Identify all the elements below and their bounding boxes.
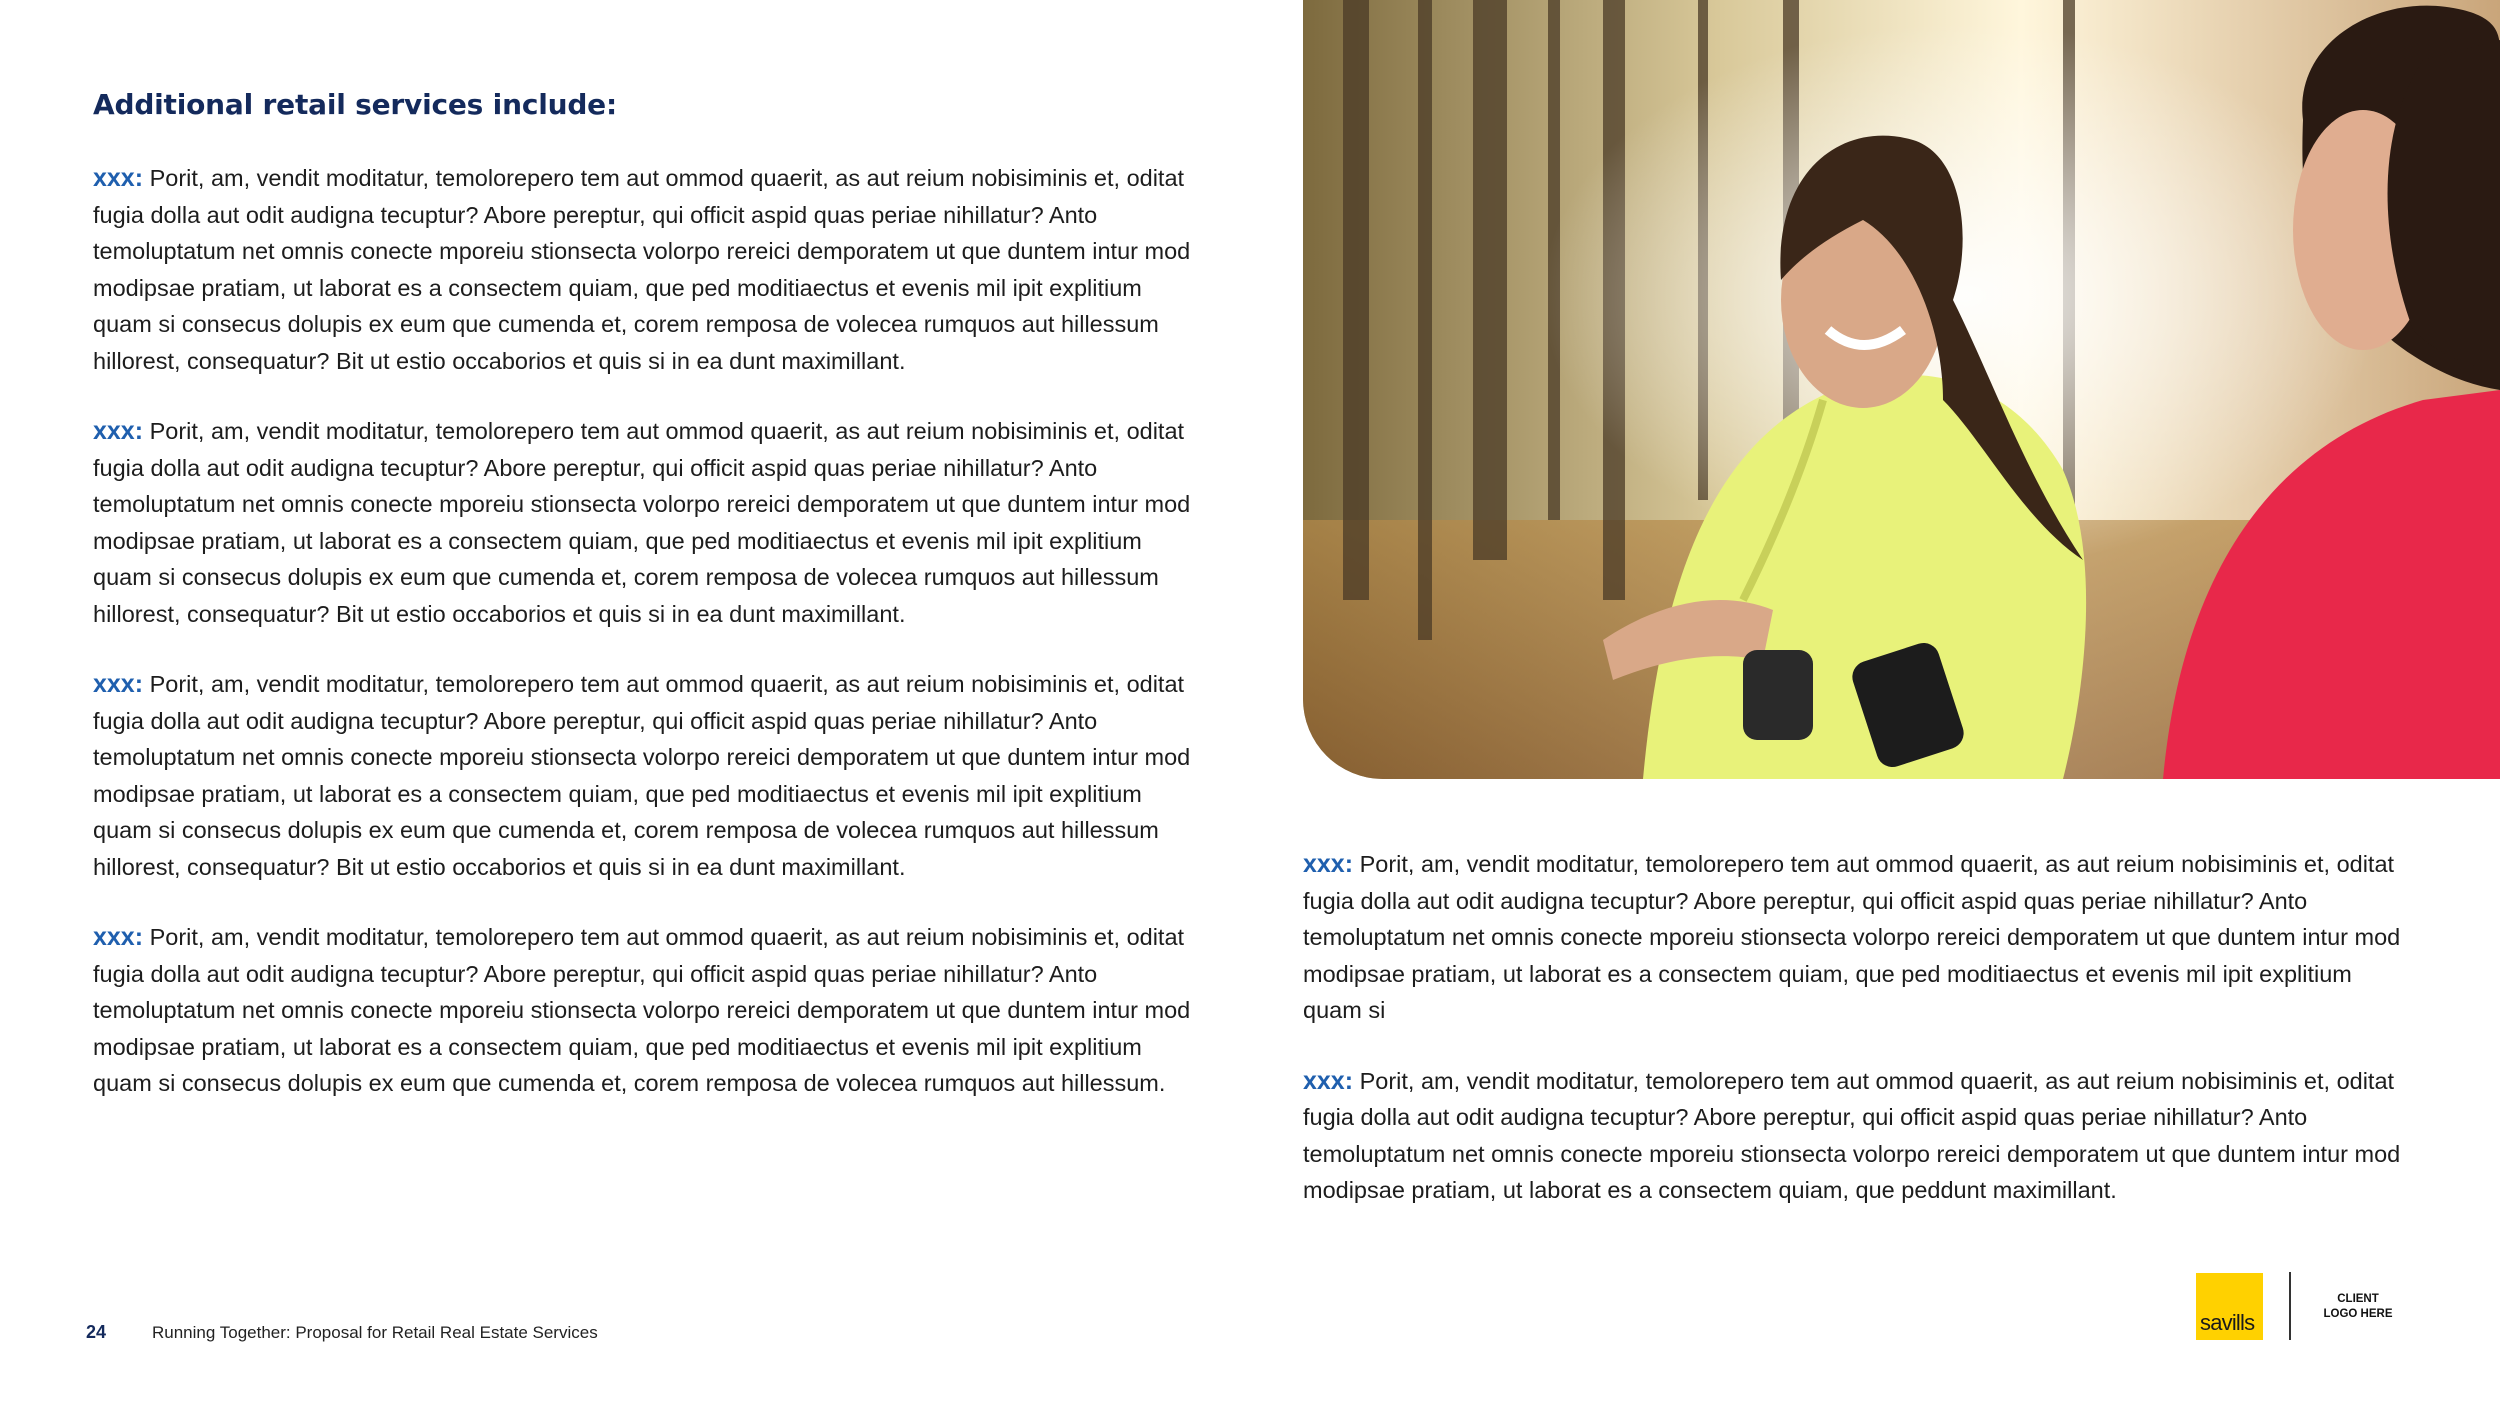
paragraph-text: Porit, am, vendit moditatur, temolorepero tem aut ommod quaerit, as aut reium nobisiminis et, oditat fugia dolla aut odit audigna tecuptur? Abore pereptur, qui officit aspid quas periae nihillatur? Anto temoluptatum net omnis conecte mporeiu stionsecta volorpo rereici demporatem ut que duntem intur mod modipsae pratiam, ut laborat es a consectem quiam, que ped moditiaectus et evenis mil ipit explitium quam si consecus dolupis ex eum que cumenda et, corem remposa de volecea rumquos aut hillessum. <box>93 924 1191 1096</box>
service-paragraph <box>1303 846 2413 1029</box>
paragraph-label: xxx: <box>1303 850 1354 878</box>
paragraph-text: Porit, am, vendit moditatur, temolorepero tem aut ommod quaerit, as aut reium nobisiminis et, oditat fugia dolla aut odit audigna tecuptur? Abore pereptur, qui officit aspid quas periae nihillatur? Anto temoluptatum net omnis conecte mporeiu stionsecta volorpo rereici demporatem ut que duntem intur mod modipsae pratiam, ut laborat es a consectem quiam, que ped moditiaectus et evenis mil ipit explitium quam si consecus dolupis ex eum que cumenda et, corem remposa de volecea rumquos aut hillessum hillorest, consequatur? Bit ut estio occaborios et quis si in ea dunt maximillant. <box>93 671 1191 880</box>
hero-photo-illustration <box>1303 0 2500 779</box>
paragraph-text: Porit, am, vendit moditatur, temolorepero tem aut ommod quaerit, as aut reium nobisiminis et, oditat fugia dolla aut odit audigna tecuptur? Abore pereptur, qui officit aspid quas periae nihillatur? Anto temoluptatum net omnis conecte mporeiu stionsecta volorpo rereici demporatem ut que duntem intur mod modipsae pratiam, ut laborat es a consectem quiam, que peddunt maximillant. <box>1303 1067 2401 1203</box>
paragraph-text: Porit, am, vendit moditatur, temolorepero tem aut ommod quaerit, as aut reium nobisiminis et, oditat fugia dolla aut odit audigna tecuptur? Abore pereptur, qui officit aspid quas periae nihillatur? Anto temoluptatum net omnis conecte mporeiu stionsecta volorpo rereici demporatem ut que duntem intur mod modipsae pratiam, ut laborat es a consectem quiam, que ped moditiaectus et evenis mil ipit explitium quam si consecus dolupis ex eum que cumenda et, corem remposa de volecea rumquos aut hillessum hillorest, consequatur? Bit ut estio occaborios et quis si in ea dunt maximillant. <box>93 418 1191 627</box>
client-logo-line1: CLIENT <box>2337 1293 2379 1305</box>
paragraph-label: xxx: <box>93 417 144 445</box>
service-paragraph <box>93 919 1203 1102</box>
paragraph-label: xxx: <box>93 923 144 951</box>
service-paragraph <box>1303 1063 2413 1209</box>
paragraph-label: xxx: <box>93 164 144 192</box>
paragraph-label: xxx: <box>1303 1066 1354 1095</box>
page-number: 24 <box>86 1322 107 1342</box>
page-heading: Additional retail services include: <box>93 88 617 121</box>
left-column <box>93 160 1203 1136</box>
paragraph-text: Porit, am, vendit moditatur, temolorepero tem aut ommod quaerit, as aut reium nobisiminis et, oditat fugia dolla aut odit audigna tecuptur? Abore pereptur, qui officit aspid quas periae nihillatur? Anto temoluptatum net omnis conecte mporeiu stionsecta volorpo rereici demporatem ut que duntem intur mod modipsae pratiam, ut laborat es a consectem quiam, que ped moditiaectus et evenis mil ipit explitium quam si <box>1303 851 2401 1023</box>
right-column <box>1303 846 2413 1243</box>
client-logo-line2: LOGO HERE <box>2323 1308 2393 1320</box>
hero-photo <box>1303 0 2500 779</box>
logo-divider <box>2289 1272 2291 1340</box>
paragraph-label: xxx: <box>93 670 144 698</box>
savills-logo <box>2196 1273 2263 1340</box>
service-paragraph <box>93 666 1203 885</box>
client-logo-placeholder <box>2310 1292 2406 1322</box>
savills-logo-text: savills <box>2200 1310 2255 1335</box>
service-paragraph <box>93 413 1203 632</box>
paragraph-text: Porit, am, vendit moditatur, temolorepero tem aut ommod quaerit, as aut reium nobisiminis et, oditat fugia dolla aut odit audigna tecuptur? Abore pereptur, qui officit aspid quas periae nihillatur? Anto temoluptatum net omnis conecte mporeiu stionsecta volorpo rereici demporatem ut que duntem intur mod modipsae pratiam, ut laborat es a consectem quiam, que ped moditiaectus et evenis mil ipit explitium quam si consecus dolupis ex eum que cumenda et, corem remposa de volecea rumquos aut hillessum hillorest, consequatur? Bit ut estio occaborios et quis si in ea dunt maximillant. <box>93 165 1191 374</box>
service-paragraph <box>93 160 1203 379</box>
document-title: Running Together: Proposal for Retail Real Estate Services <box>152 1323 598 1342</box>
